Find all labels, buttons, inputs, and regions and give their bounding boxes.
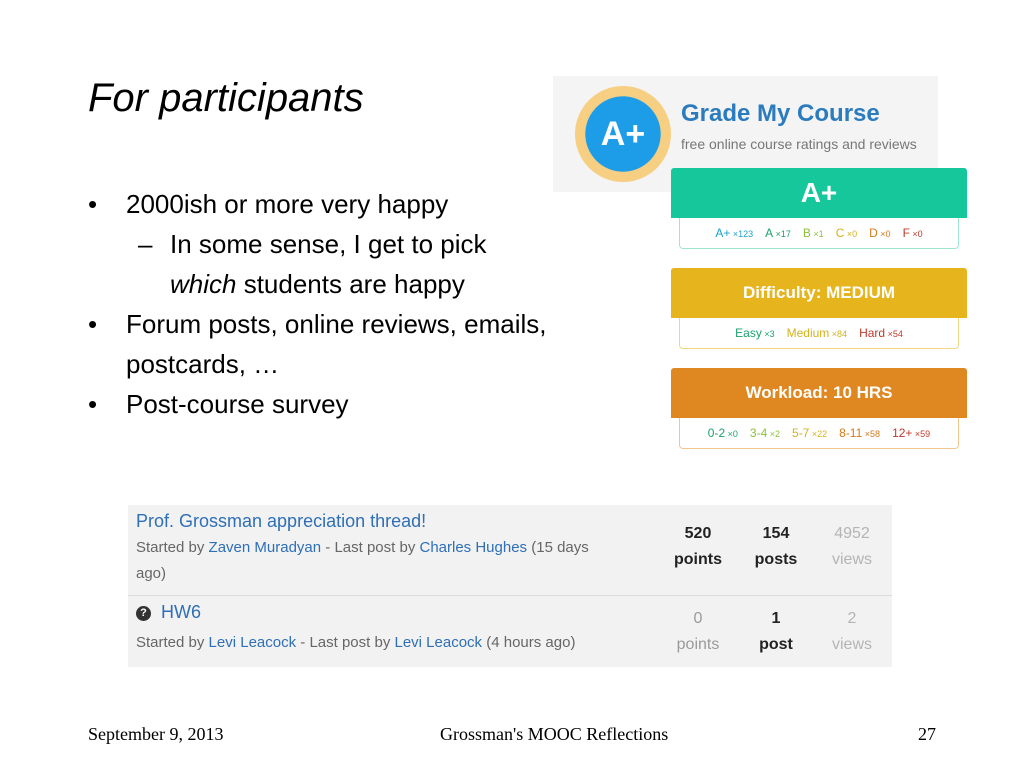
page-number: 27 — [918, 724, 936, 744]
rating-label: B — [802, 226, 811, 240]
rating-label: Medium — [786, 326, 830, 340]
last-poster-link[interactable]: Levi Leacock — [394, 634, 483, 651]
views-stat: 2 views — [831, 610, 872, 653]
sub-bullet-text-rest: students are happy — [236, 269, 465, 299]
starter-link[interactable]: Levi Leacock — [208, 634, 297, 651]
dash-icon: – — [138, 229, 153, 259]
bullet-list — [88, 184, 608, 424]
rating-count-item — [859, 326, 903, 340]
rating-count: ×54 — [885, 329, 903, 339]
grade-card — [671, 168, 967, 249]
thread-meta: Started by Levi Leacock - Last post by Levi Leacock (4 hours ago) — [136, 634, 576, 651]
bullet-text: Post-course survey — [126, 389, 349, 419]
grade-distribution — [679, 218, 959, 249]
rating-label: Easy — [735, 326, 762, 340]
grade-badge: A+ — [671, 168, 967, 218]
starter-link[interactable]: Zaven Muradyan — [208, 539, 322, 556]
forum-thread-row[interactable] — [128, 505, 892, 596]
forum-thread-list — [128, 505, 892, 667]
rating-count: ×0 — [725, 429, 738, 439]
rating-count-item — [836, 226, 857, 240]
difficulty-distribution — [679, 318, 959, 349]
rating-label: F — [902, 226, 910, 240]
rating-label: Hard — [859, 326, 886, 340]
rating-label: 8-11 — [839, 426, 863, 440]
views-stat: 4952 views — [831, 525, 872, 568]
difficulty-badge: Difficulty: MEDIUM — [671, 268, 967, 318]
rating-count: ×84 — [829, 329, 848, 339]
rating-count: ×1 — [810, 229, 824, 239]
bullet-icon: • — [88, 389, 98, 419]
workload-distribution — [679, 418, 959, 449]
thread-title-link[interactable]: Prof. Grossman appreciation thread! — [136, 511, 427, 531]
footer-title: Grossman's MOOC Reflections — [440, 724, 669, 744]
rating-count: ×0 — [877, 229, 891, 239]
last-poster-link[interactable]: Charles Hughes — [419, 539, 528, 556]
rating-label: 12+ — [892, 426, 913, 440]
points-stat: 520 points — [674, 525, 722, 568]
rating-count-item — [708, 426, 738, 440]
rating-count: ×0 — [844, 229, 858, 239]
bullet-text: Forum posts, online reviews, emails, — [126, 309, 547, 339]
site-tagline: free online course ratings and reviews — [681, 136, 917, 152]
rating-count: ×3 — [761, 329, 775, 339]
rating-count-item — [839, 426, 880, 440]
posts-stat: 154 posts — [754, 525, 798, 568]
bullet-continuation: postcards, … — [126, 349, 280, 379]
rating-count-item — [792, 426, 827, 440]
rating-label: 0-2 — [707, 426, 726, 440]
points-stat: 0 points — [676, 610, 720, 653]
rating-label: 5-7 — [792, 426, 810, 440]
sub-bullet-text: In some sense, I get to pick — [170, 229, 487, 259]
emphasis-text: which — [170, 269, 237, 299]
rating-count: ×0 — [909, 229, 923, 239]
bullet-icon: • — [88, 309, 98, 339]
rating-count: ×17 — [773, 229, 791, 239]
bullet-item — [88, 384, 608, 424]
rating-count: ×22 — [809, 429, 828, 439]
rating-count-item — [803, 226, 824, 240]
bullet-item — [88, 304, 608, 344]
bullet-item — [88, 184, 608, 224]
question-icon: ? — [136, 606, 151, 621]
grade-logo-icon: A+ — [575, 86, 671, 182]
rating-count-item — [715, 226, 753, 240]
site-name: Grade My Course — [681, 100, 880, 127]
forum-thread-row[interactable] — [128, 596, 892, 667]
rating-label: 3-4 — [749, 426, 768, 440]
sub-bullet-item — [88, 224, 608, 264]
difficulty-card — [671, 268, 967, 349]
rating-label: A+ — [715, 226, 731, 240]
rating-count-item — [892, 426, 930, 440]
thread-title-row — [136, 602, 201, 623]
slide-title: For participants — [88, 76, 364, 120]
rating-count-item — [750, 426, 780, 440]
rating-count-item — [787, 326, 847, 340]
rating-count-item — [765, 226, 791, 240]
rating-count-item — [735, 326, 774, 340]
rating-label: A — [765, 226, 774, 240]
bullet-text: 2000ish or more very happy — [126, 189, 449, 219]
posts-stat: 1 post — [759, 610, 793, 653]
rating-label: C — [835, 226, 845, 240]
rating-count-item — [869, 226, 890, 240]
rating-count-item — [903, 226, 923, 240]
sub-bullet-continuation — [88, 264, 608, 304]
workload-card — [671, 368, 967, 449]
rating-label: D — [869, 226, 878, 240]
rating-count: ×58 — [862, 429, 881, 439]
bullet-icon: • — [88, 189, 98, 219]
thread-title-link[interactable]: HW6 — [161, 602, 201, 622]
rating-count: ×2 — [767, 429, 781, 439]
thread-meta: Started by Zaven Muradyan - Last post by Charles Hughes (15 days ago) — [136, 539, 589, 582]
rating-count: ×123 — [730, 229, 754, 239]
footer-date: September 9, 2013 — [88, 724, 224, 744]
rating-count: ×59 — [912, 429, 931, 439]
workload-badge: Workload: 10 HRS — [671, 368, 967, 418]
